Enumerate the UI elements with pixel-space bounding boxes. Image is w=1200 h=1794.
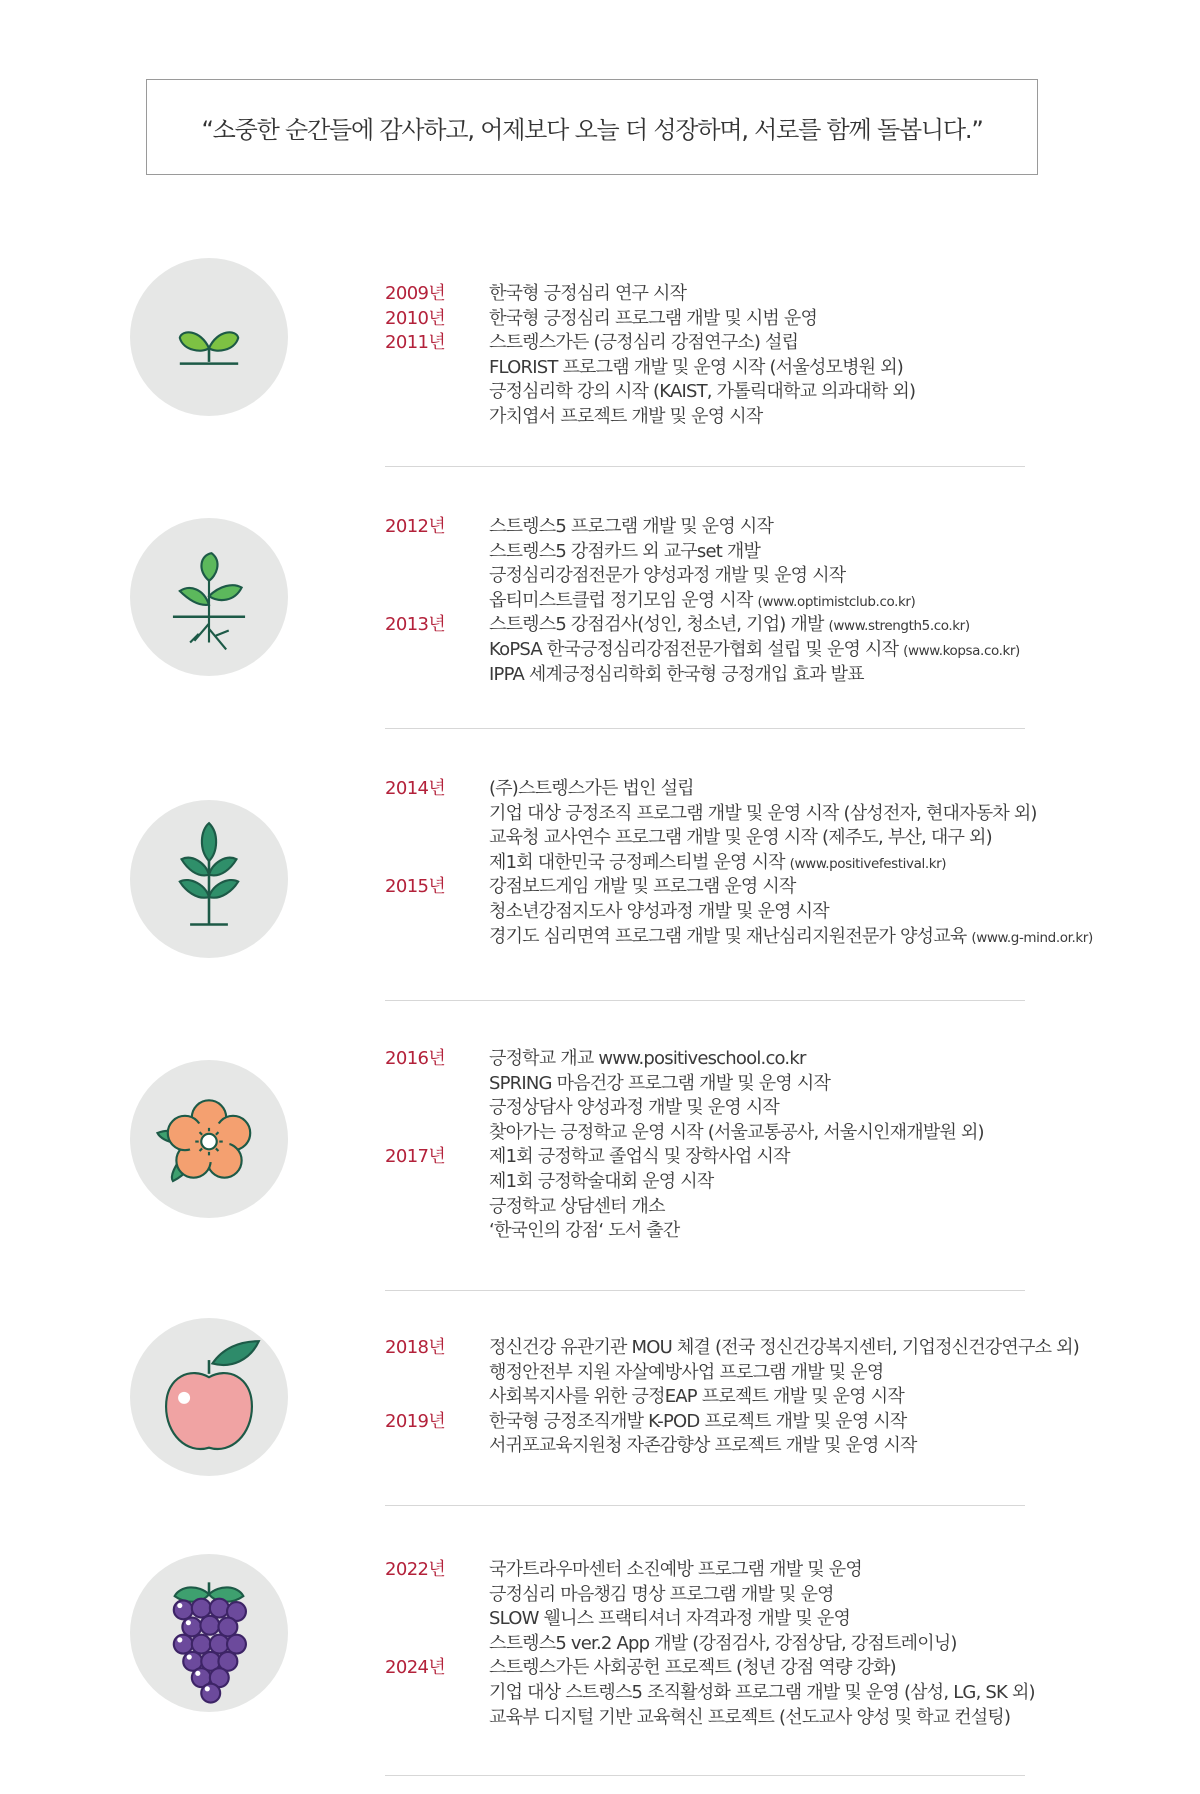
milestone-item <box>489 802 1189 827</box>
milestone-item <box>489 925 1189 950</box>
year-label <box>385 638 460 663</box>
milestone-text: 기업 대상 스트렝스5 조직활성화 프로그램 개발 및 운영 (삼성, LG, SK 외) <box>489 1681 1035 1703</box>
year-label <box>385 540 460 565</box>
milestone-item <box>489 875 1189 900</box>
milestone-list <box>489 777 1189 949</box>
year-label <box>385 589 460 614</box>
milestone-item <box>489 777 1189 802</box>
year-label <box>385 925 460 950</box>
year-label <box>385 1583 460 1608</box>
year-label: 2022년 <box>385 1559 446 1580</box>
milestone-text: 한국형 긍정심리 연구 시작 <box>489 283 687 304</box>
year-label: 2024년 <box>385 1657 446 1679</box>
milestone-item <box>489 663 1189 688</box>
milestone-item <box>489 1170 1189 1195</box>
year-label: 2018년 <box>385 1337 446 1358</box>
year-label <box>385 1681 460 1706</box>
milestone-text: IPPA 세계긍정심리학회 한국형 긍정개입 효과 발표 <box>489 663 864 685</box>
milestone-item <box>489 1361 1189 1386</box>
milestone-item <box>489 1656 1189 1681</box>
milestone-item <box>489 1434 1189 1459</box>
milestone-text: SPRING 마음건강 프로그램 개발 및 운영 시작 <box>489 1072 831 1094</box>
milestone-text: 정신건강 유관기관 MOU 체결 (전국 정신건강복지센터, 기업정신건강연구소 외) <box>489 1337 1079 1358</box>
milestone-item <box>489 1583 1189 1608</box>
milestone-item <box>489 1385 1189 1410</box>
year-label <box>385 1219 460 1244</box>
leafy-plant-icon <box>130 800 288 958</box>
milestone-item <box>489 589 1189 614</box>
milestone-text: (주)스트렝스가든 법인 설립 <box>489 778 694 799</box>
milestone-text: 서귀포교육지원청 자존감향상 프로젝트 개발 및 운영 시작 <box>489 1435 917 1457</box>
milestone-item <box>489 356 1189 381</box>
milestone-item <box>489 1096 1189 1121</box>
section-divider <box>385 1290 1025 1291</box>
milestone-text: 스트렝스가든 사회공헌 프로젝트 (청년 강점 역량 강화) <box>489 1657 896 1679</box>
milestone-text: 청소년강점지도사 양성과정 개발 및 운영 시작 <box>489 900 829 922</box>
milestone-list <box>489 1558 1189 1730</box>
year-column <box>385 1336 460 1459</box>
year-label <box>385 380 460 405</box>
milestone-item <box>489 1072 1189 1097</box>
year-label <box>385 851 460 876</box>
milestone-item <box>489 1410 1189 1435</box>
milestone-list <box>489 282 1189 430</box>
milestone-item <box>489 1145 1189 1170</box>
sprout-icon <box>130 258 288 416</box>
milestone-text: 한국형 긍정조직개발 K-POD 프로젝트 개발 및 운영 시작 <box>489 1410 907 1432</box>
section-divider <box>385 1000 1025 1001</box>
section-divider <box>385 1505 1025 1506</box>
flower-icon <box>130 1060 288 1218</box>
milestone-text: 행정안전부 지원 자살예방사업 프로그램 개발 및 운영 <box>489 1361 884 1383</box>
milestone-text: 스트렝스5 프로그램 개발 및 운영 시작 <box>489 516 774 537</box>
milestone-text: KoPSA 한국긍정심리강점전문가협회 설립 및 운영 시작 <box>489 638 904 660</box>
motto-text: “소중한 순간들에 감사하고, 어제보다 오늘 더 성장하며, 서로를 함께 돌봅니다.” <box>201 115 983 144</box>
milestone-text: 긍정학교 개교 www.positiveschool.co.kr <box>489 1048 806 1069</box>
milestone-text: 긍정심리 마음챙김 명상 프로그램 개발 및 운영 <box>489 1583 834 1605</box>
milestone-item <box>489 851 1189 876</box>
year-label: 2009년 <box>385 283 446 304</box>
motto-box <box>146 79 1038 175</box>
milestone-text: 스트렝스5 ver.2 App 개발 (강점검사, 강점상담, 강점트레이닝) <box>489 1632 957 1654</box>
milestone-text: 교육청 교사연수 프로그램 개발 및 운영 시작 (제주도, 부산, 대구 외) <box>489 827 992 849</box>
milestone-item <box>489 564 1189 589</box>
milestone-item <box>489 1706 1189 1731</box>
section-divider <box>385 466 1025 467</box>
year-label <box>385 1195 460 1220</box>
section-divider <box>385 1775 1025 1776</box>
milestone-item <box>489 331 1189 356</box>
milestone-text: 제1회 대한민국 긍정페스티벌 운영 시작 <box>489 851 790 873</box>
milestone-text: 사회복지사를 위한 긍정EAP 프로젝트 개발 및 운영 시작 <box>489 1386 904 1408</box>
year-column <box>385 1047 460 1244</box>
milestone-item <box>489 540 1189 565</box>
website-link[interactable]: (www.optimistclub.co.kr) <box>757 593 916 610</box>
milestone-text: ‘한국인의 강점‘ 도서 출간 <box>489 1220 680 1242</box>
milestone-item <box>489 380 1189 405</box>
year-column <box>385 515 460 687</box>
milestone-text: 교육부 디지털 기반 교육혁신 프로젝트 (선도교사 양성 및 학교 컨설팅) <box>489 1706 1011 1728</box>
year-label: 2017년 <box>385 1146 446 1168</box>
year-label: 2015년 <box>385 876 446 898</box>
milestone-text: 긍정상담사 양성과정 개발 및 운영 시작 <box>489 1097 780 1119</box>
milestone-text: 긍정학교 상담센터 개소 <box>489 1195 665 1217</box>
milestone-item <box>489 307 1189 332</box>
milestone-item <box>489 1558 1189 1583</box>
milestone-text: FLORIST 프로그램 개발 및 운영 시작 (서울성모병원 외) <box>489 356 904 378</box>
year-label <box>385 1096 460 1121</box>
milestone-item <box>489 1681 1189 1706</box>
year-label <box>385 900 460 925</box>
milestone-item <box>489 1632 1189 1657</box>
year-label <box>385 1072 460 1097</box>
section-divider <box>385 728 1025 729</box>
milestone-item <box>489 405 1189 430</box>
grapes-icon <box>130 1554 288 1712</box>
milestone-text: 긍정심리강점전문가 양성과정 개발 및 운영 시작 <box>489 565 846 587</box>
milestone-item <box>489 1219 1189 1244</box>
milestone-text: 한국형 긍정심리 프로그램 개발 및 시범 운영 <box>489 307 818 329</box>
apple-icon <box>130 1318 288 1476</box>
seedling-roots-icon <box>130 518 288 676</box>
milestone-text: 국가트라우마센터 소진예방 프로그램 개발 및 운영 <box>489 1559 862 1580</box>
milestone-item <box>489 1195 1189 1220</box>
website-link[interactable]: (www.positivefestival.kr) <box>789 855 947 872</box>
year-label <box>385 802 460 827</box>
milestone-item <box>489 1047 1189 1072</box>
milestone-list <box>489 1047 1189 1244</box>
year-label <box>385 1706 460 1731</box>
year-label: 2019년 <box>385 1410 446 1432</box>
year-label <box>385 1361 460 1386</box>
website-link[interactable]: (www.g-mind.or.kr) <box>971 929 1093 946</box>
year-label <box>385 1385 460 1410</box>
year-column <box>385 777 460 949</box>
milestone-text: 경기도 심리면역 프로그램 개발 및 재난심리지원전문가 양성교육 <box>489 925 972 947</box>
year-label <box>385 1170 460 1195</box>
year-label <box>385 1121 460 1146</box>
year-label: 2011년 <box>385 332 446 354</box>
year-column <box>385 282 460 430</box>
milestone-item <box>489 1121 1189 1146</box>
year-label <box>385 826 460 851</box>
milestone-list <box>489 515 1189 687</box>
website-link[interactable]: (www.kopsa.co.kr) <box>903 642 1020 659</box>
milestone-list <box>489 1336 1189 1459</box>
milestone-item <box>489 826 1189 851</box>
year-label <box>385 356 460 381</box>
year-label: 2016년 <box>385 1048 446 1069</box>
milestone-text: 강점보드게임 개발 및 프로그램 운영 시작 <box>489 876 796 898</box>
milestone-text: 긍정심리학 강의 시작 (KAIST, 가톨릭대학교 의과대학 외) <box>489 381 916 403</box>
milestone-item <box>489 1336 1189 1361</box>
milestone-text: 스트렝스가든 (긍정심리 강점연구소) 설립 <box>489 332 799 354</box>
year-label <box>385 564 460 589</box>
milestone-item <box>489 613 1189 638</box>
year-label <box>385 1632 460 1657</box>
milestone-item <box>489 900 1189 925</box>
year-label <box>385 1607 460 1632</box>
milestone-text: SLOW 웰니스 프랙티셔너 자격과정 개발 및 운영 <box>489 1608 851 1630</box>
milestone-text: 스트렝스5 강점카드 외 교구set 개발 <box>489 540 761 562</box>
year-column <box>385 1558 460 1730</box>
milestone-item <box>489 1607 1189 1632</box>
milestone-item <box>489 638 1189 663</box>
year-label: 2014년 <box>385 778 446 799</box>
year-label: 2010년 <box>385 307 446 329</box>
milestone-text: 가치엽서 프로젝트 개발 및 운영 시작 <box>489 405 763 427</box>
milestone-text: 찾아가는 긍정학교 운영 시작 (서울교통공사, 서울시인재개발원 외) <box>489 1121 984 1143</box>
milestone-text: 기업 대상 긍정조직 프로그램 개발 및 운영 시작 (삼성전자, 현대자동차 외) <box>489 802 1037 824</box>
website-link[interactable]: (www.strength5.co.kr) <box>828 618 970 635</box>
year-label <box>385 663 460 688</box>
milestone-text: 스트렝스5 강점검사(성인, 청소년, 기업) 개발 <box>489 614 829 636</box>
year-label <box>385 1434 460 1459</box>
year-label: 2012년 <box>385 516 446 537</box>
year-label: 2013년 <box>385 614 446 636</box>
milestone-item <box>489 282 1189 307</box>
milestone-text: 제1회 긍정학술대회 운영 시작 <box>489 1170 714 1192</box>
year-label <box>385 405 460 430</box>
milestone-text: 옵티미스트클럽 정기모임 운영 시작 <box>489 589 758 611</box>
milestone-item <box>489 515 1189 540</box>
milestone-text: 제1회 긍정학교 졸업식 및 장학사업 시작 <box>489 1146 790 1168</box>
